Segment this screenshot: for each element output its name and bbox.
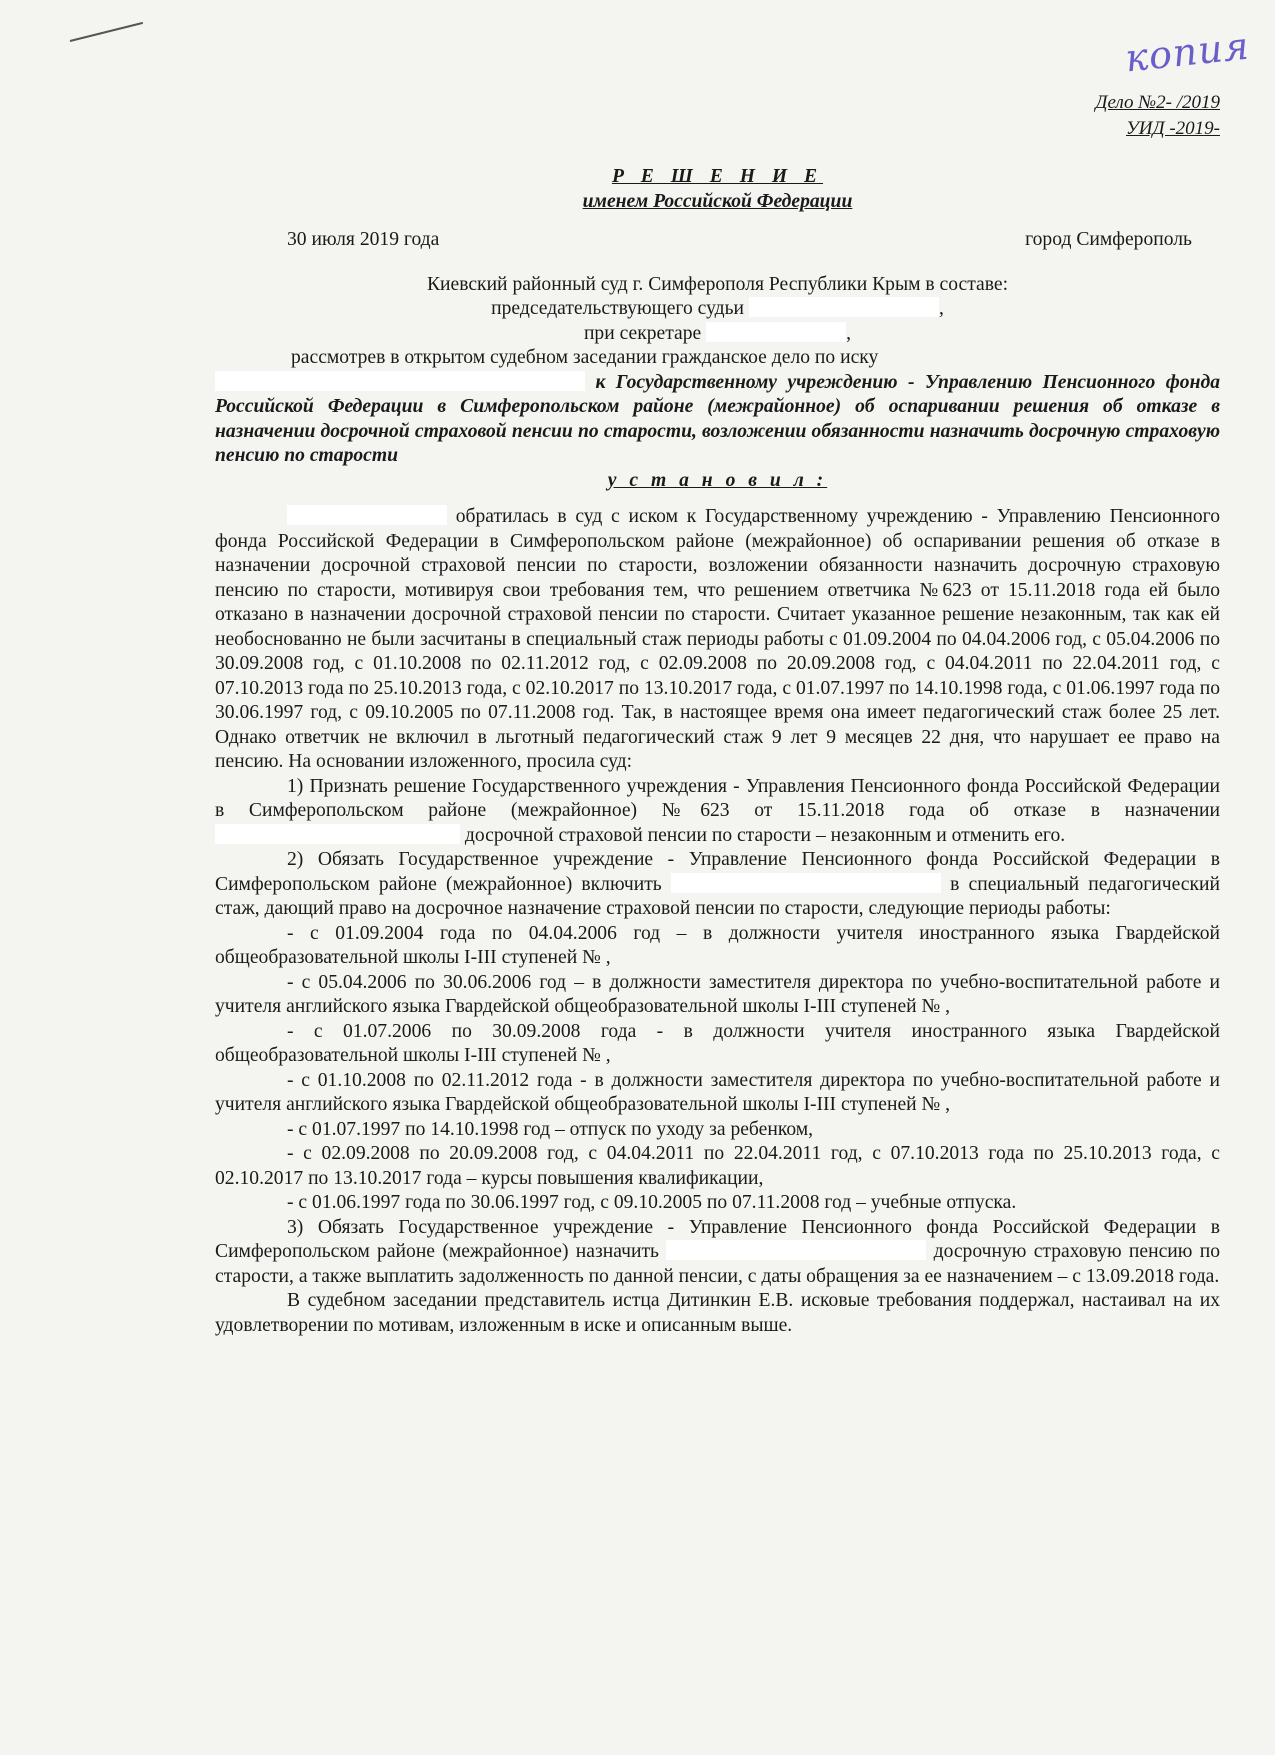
- claim-item-2: 2) Обязать Государственное учреждение - Управление Пенсионного фонда Российской Федерации в Симферопольском районе (межрайонное) включить в специальный педагогический стаж, дающий право на досрочное назначение страховой пенсии по старости, следующие периоды работы:: [215, 849, 1220, 919]
- period-item: - с 01.10.2008 по 02.11.2012 года - в должности заместителя директора по учебно-воспитательной работе и учителя английского языка Гвардейской общеобразовательной школы I-III ступеней № ,: [215, 1069, 1220, 1115]
- decision-date: 30 июля 2019 года: [287, 229, 440, 250]
- redaction: [666, 1240, 926, 1260]
- case-header: [1095, 90, 1220, 142]
- paragraph-claim: обратилась в суд с иском к Государственному учреждению - Управлению Пенсионного фонда Российской Федерации в Симферопольском районе (межрайонное) об оспаривании решения об отказе в назначении досрочной страховой пенсии по старости, возложении обязанности назначить досрочную страховую пенсию по старости, мотивируя свои требования тем, что решением ответчика №623 от 15.11.2018 года ей было отказано в назначении досрочной страховой пенсии по старости. Считает указанное решение незаконным, так как ей необоснованно не были засчитаны в специальный стаж периоды работы с 01.09.2004 по 04.04.2006 год, с 05.04.2006 по 30.09.2008 год, с 01.10.2008 по 02.11.2012 год, с 02.09.2008 по 20.09.2008 год, с 04.04.2011 по 22.04.2011 год, с 07.10.2013 года по 25.10.2013 года, с 02.10.2017 по 13.10.2017 года, с 01.07.1997 по 14.10.1998 года, с 01.06.1997 года по 30.06.1997 год, с 09.10.2005 по 07.11.2008 год. Так, в настоящее время она имеет педагогический стаж более 25 лет. Однако ответчик не включил в льготный педагогический стаж 9 лет 9 месяцев 22 дня, что нарушает ее право на пенсию. На основании изложенного, просила суд:: [215, 506, 1220, 772]
- redaction: [215, 371, 585, 391]
- period-item: - с 02.09.2008 по 20.09.2008 год, с 04.04.2011 по 22.04.2011 год, с 07.10.2013 года по 25.10.2013 года, с 02.10.2017 по 13.10.2017 года – курсы повышения квалификации,: [215, 1143, 1220, 1189]
- claim-item-1: 1) Признать решение Государственного учреждения - Управления Пенсионного фонда Российской Федерации в Симферопольском районе (межрайонное) №623 от 15.11.2018 года об отказе в назначении досрочной страховой пенсии по старости – незаконным и отменить его.: [215, 775, 1220, 846]
- redaction: [671, 873, 941, 893]
- period-item: - с 05.04.2006 по 30.06.2006 год – в должности заместителя директора по учебно-воспитательной работе и учителя английского языка Гвардейской общеобразовательной школы I-III ступеней № ,: [215, 971, 1220, 1017]
- period-item: - с 01.06.1997 года по 30.06.1997 год, с 09.10.2005 по 07.11.2008 год – учебные отпуска.: [287, 1192, 1017, 1213]
- period-item: - с 01.09.2004 года по 04.04.2006 год – в должности учителя иностранного языка Гвардейской общеобразовательной школы I-III ступеней № ,: [215, 922, 1220, 968]
- redaction: [215, 824, 460, 844]
- case-number: Дело №2- /2019: [1095, 92, 1220, 113]
- case-subject: к Государственному учреждению - Управлению Пенсионного фонда Российской Федерации в Симферопольском районе (межрайонное) об оспаривании решения об отказе в назначении досрочной страховой пенсии по старости, возложении обязанности назначить досрочную страховую пенсию по старости: [215, 371, 1220, 466]
- final-paragraph: В судебном заседании представитель истца Дитинкин Е.В. исковые требования поддержал, настаивал на их удовлетворении по мотивам, изложенным в иске и описанным выше.: [215, 1290, 1220, 1336]
- document-subtitle: именем Российской Федерации: [582, 190, 853, 212]
- redaction: [749, 297, 939, 317]
- period-item: - с 01.07.2006 по 30.09.2008 года - в должности учителя иностранного языка Гвардейской общеобразовательной школы I-III ступеней № ,: [215, 1020, 1220, 1066]
- court-line: Киевский районный суд г. Симферополя Республики Крым в составе:: [426, 273, 1009, 295]
- established-heading: у с т а н о в и л :: [607, 469, 828, 491]
- pen-mark: [70, 22, 143, 42]
- document-body: [215, 165, 1220, 1338]
- secretary-line: при секретаре ,: [583, 322, 852, 344]
- copy-stamp: копия: [1123, 23, 1252, 81]
- document-title: Р Е Ш Е Н И Е: [611, 166, 824, 187]
- date-line: [215, 228, 1220, 253]
- period-item: - с 01.07.1997 по 14.10.1998 год – отпуск по уходу за ребенком,: [287, 1118, 814, 1140]
- case-line: рассмотрев в открытом судебном заседании гражданское дело по иску: [291, 347, 879, 368]
- redaction: [287, 505, 447, 525]
- decision-city: город Симферополь: [1025, 229, 1192, 250]
- judge-line: председательствующего судьи ,: [491, 298, 944, 319]
- redaction: [706, 322, 846, 342]
- claim-item-3: 3) Обязать Государственное учреждение - Управление Пенсионного фонда Российской Федерации в Симферопольском районе (межрайонное) назначить досрочную страховую пенсию по старости, а также выплатить задолженность по данной пенсии, с даты обращения за ее назначением – с 13.09.2018 года.: [215, 1216, 1220, 1287]
- uid-number: УИД -2019-: [1126, 118, 1220, 139]
